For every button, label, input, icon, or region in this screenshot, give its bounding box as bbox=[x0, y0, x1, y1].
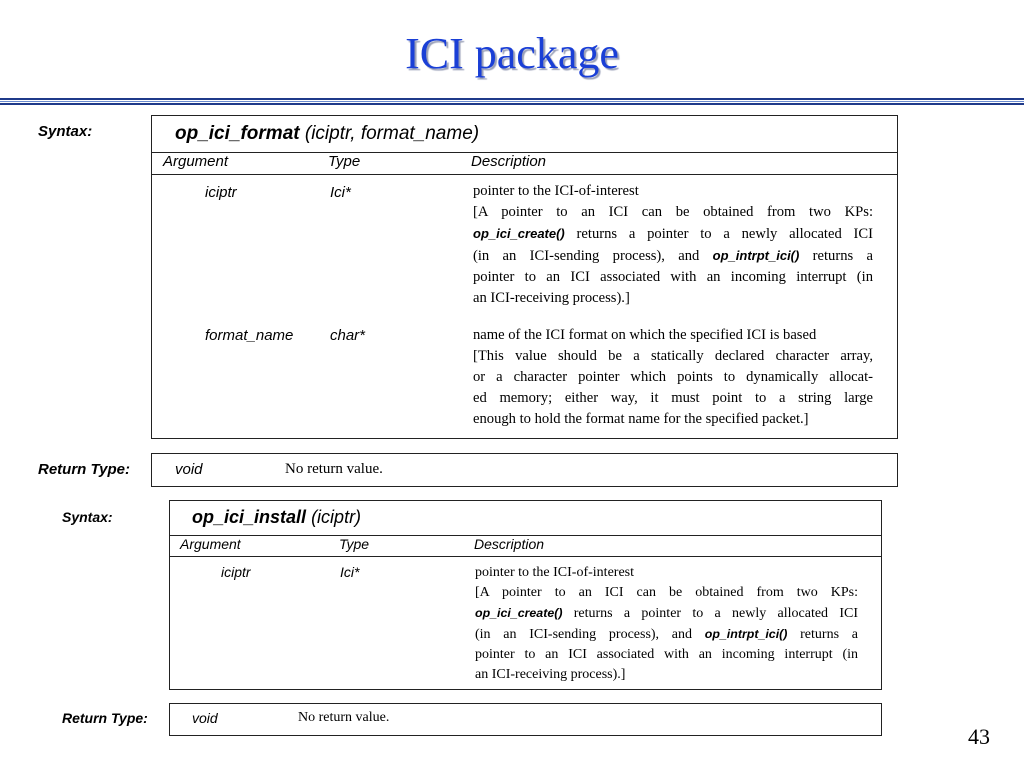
return-description-2: No return value. bbox=[298, 710, 390, 725]
desc-format-name: name of the ICI format on which the specified ICI is based [This value should be a statically declared character array, or a character pointer which points to dynamically allocat- ed memory; either way, it must point to a string large enough to hold the format name for the specified packet.] bbox=[473, 327, 873, 427]
type-format-name: char* bbox=[330, 327, 366, 344]
function-params: (iciptr, format_name) bbox=[304, 123, 480, 144]
header-argument: Argument bbox=[163, 153, 229, 170]
header-type: Type bbox=[328, 153, 361, 170]
return-type-value-2: void bbox=[192, 710, 218, 726]
function-signature bbox=[175, 123, 479, 145]
function-name-2: op_ici_install bbox=[192, 507, 307, 527]
arg-iciptr: iciptr bbox=[205, 184, 237, 201]
return-type-box-2 bbox=[169, 703, 882, 736]
return-description: No return value. bbox=[285, 461, 383, 477]
function-signature-2 bbox=[192, 507, 361, 528]
type-iciptr-2: Ici* bbox=[340, 564, 360, 580]
slide-title: ICI package bbox=[405, 29, 619, 78]
desc-iciptr: pointer to the ICI-of-interest [A pointer to an ICI can be obtained from two KPs: op_ici_create() returns a pointer to a newly allocated ICI (in an ICI-sending process), and op_intrpt_ici() returns a pointer to an ICI associated with an incoming interrupt (in an ICI-receiving process).] bbox=[473, 183, 873, 306]
kp-op-intrpt-ici-2: op_intrpt_ici() bbox=[704, 627, 788, 641]
header-description: Description bbox=[471, 153, 547, 170]
title-underline bbox=[0, 98, 1024, 105]
desc-iciptr-2: pointer to the ICI-of-interest [A pointer to an ICI can be obtained from two KPs: op_ici_create() returns a pointer to a newly allocated ICI (in an ICI-sending process), and op_intrpt_ici() returns a pointer to an ICI associated with an incoming interrupt (in an ICI-receiving process).] bbox=[475, 565, 858, 682]
kp-op-intrpt-ici: op_intrpt_ici() bbox=[712, 248, 800, 263]
type-iciptr: Ici* bbox=[330, 184, 351, 201]
header-bottom-divider-2 bbox=[169, 556, 882, 557]
header-argument-2: Argument bbox=[180, 536, 241, 552]
function-name: op_ici_format bbox=[175, 123, 300, 144]
return-type-box bbox=[151, 453, 898, 487]
return-type-value: void bbox=[175, 461, 203, 478]
function-params-2: (iciptr) bbox=[311, 507, 362, 527]
syntax-label: Syntax: bbox=[38, 123, 93, 140]
kp-op-ici-create: op_ici_create() bbox=[473, 226, 565, 241]
header-description-2: Description bbox=[474, 536, 545, 552]
header-type-2: Type bbox=[339, 536, 370, 552]
arg-iciptr-2: iciptr bbox=[221, 564, 251, 580]
arg-format-name: format_name bbox=[205, 327, 294, 344]
kp-op-ici-create-2: op_ici_create() bbox=[475, 606, 563, 620]
header-bottom-divider bbox=[151, 174, 898, 175]
page-number: 43 bbox=[968, 724, 990, 749]
return-type-label: Return Type: bbox=[38, 461, 130, 478]
return-type-label-2: Return Type: bbox=[62, 710, 148, 726]
syntax-label-2: Syntax: bbox=[62, 509, 113, 525]
